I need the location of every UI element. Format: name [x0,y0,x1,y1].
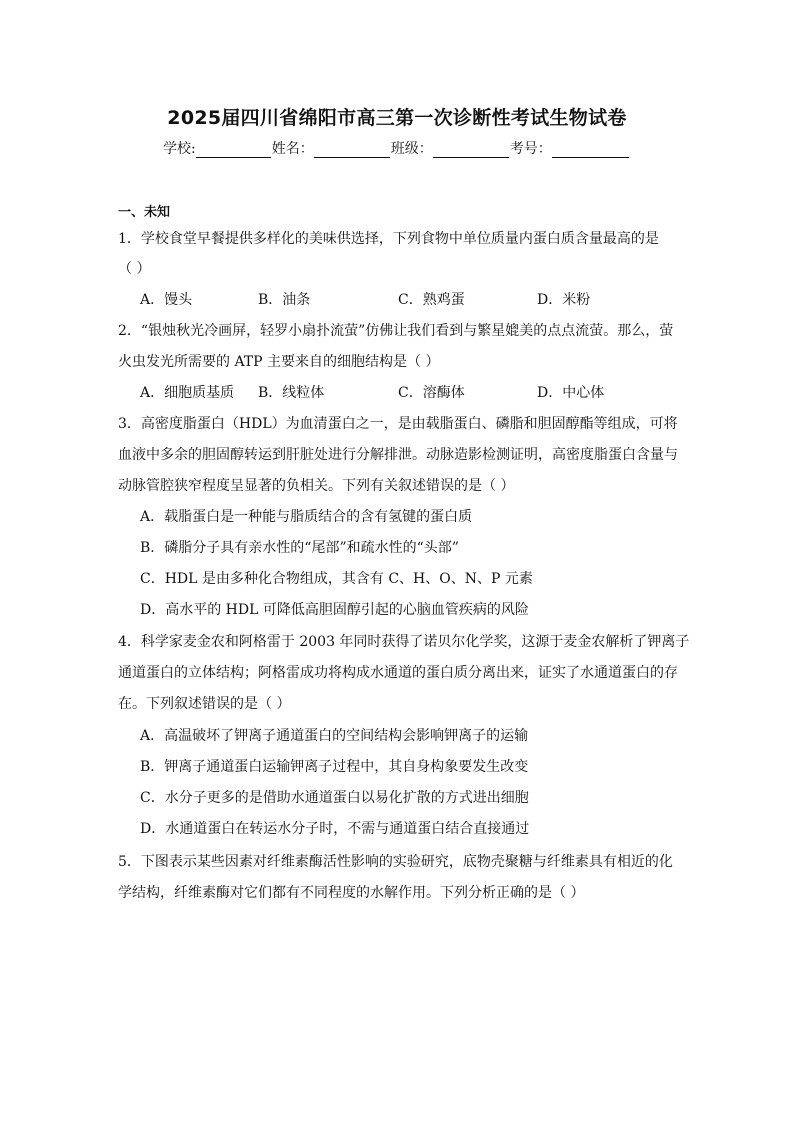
option-d[interactable]: D．高水平的 HDL 可降低高胆固醇引起的心脑血管疾病的风险 [140,602,529,618]
question-text-line: 1．学校食堂早餐提供多样化的美味供选择，下列食物中单位质量内蛋白质含量最高的是 [118,231,659,247]
class-label: 班级： [390,141,433,157]
option-a[interactable]: A．细胞质基质 [140,385,235,401]
option-a[interactable]: A．载脂蛋白是一种能与脂质结合的含有氢键的蛋白质 [140,509,473,525]
school-label: 学校: [163,141,196,157]
option-d[interactable]: D．中心体 [537,385,605,401]
option-b[interactable]: B．钾离子通道蛋白运输钾离子过程中，其自身构象要发生改变 [140,759,529,775]
question-text-line: 学结构，纤维素酶对它们都有不同程度的水解作用。下列分析正确的是（ ） [118,885,585,901]
question-text-line: （ ） [118,261,151,277]
option-a[interactable]: A．馒头 [140,292,193,308]
class-field[interactable] [433,143,509,158]
option-b[interactable]: B．油条 [258,292,311,308]
option-c[interactable]: C．溶酶体 [398,385,465,401]
exam-number-field[interactable] [552,143,629,158]
question-text-line: 2．“银烛秋光冷画屏，轻罗小扇扑流萤”仿佛让我们看到与繁星媲美的点点流萤。那么，萤 [118,323,674,339]
school-field[interactable] [196,143,271,158]
page-title: 2025届四川省绵阳市高三第一次诊断性考试生物试卷 [167,107,627,129]
question-text-line: 通道蛋白的立体结构；阿格雷成功将构成水通道的蛋白质分离出来，证实了水通道蛋白的存 [118,665,678,681]
option-c[interactable]: C．熟鸡蛋 [398,292,465,308]
option-c[interactable]: C．HDL 是由多种化合物组成，其含有 C、H、O、N、P 元素 [140,571,533,587]
option-d[interactable]: D．水通道蛋白在转运水分子时，不需与通道蛋白结合直接通过 [140,821,530,837]
question-text-line: 在。下列叙述错误的是（ ） [118,696,291,712]
question-text-line: 火虫发光所需要的 ATP 主要来自的细胞结构是（ ） [118,354,440,370]
student-info-row [163,138,630,158]
name-field[interactable] [314,143,390,158]
option-b[interactable]: B．磷脂分子具有亲水性的“尾部”和疏水性的“头部” [140,540,459,556]
question-text-line: 动脉管腔狭窄程度呈显著的负相关。下列有关叙述错误的是（ ） [118,478,515,494]
option-c[interactable]: C．水分子更多的是借助水通道蛋白以易化扩散的方式进出细胞 [140,790,529,806]
question-text-line: 4．科学家麦金农和阿格雷于 2003 年同时获得了诺贝尔化学奖，这源于麦金农解析了钾离子 [118,634,690,650]
exam-number-label: 考号： [509,141,552,157]
section-title: 一、未知 [118,205,171,220]
option-d[interactable]: D．米粉 [537,292,591,308]
option-a[interactable]: A．高温破坏了钾离子通道蛋白的空间结构会影响钾离子的运输 [140,728,529,744]
question-text-line: 5．下图表示某些因素对纤维素酶活性影响的实验研究，底物壳聚糖与纤维素具有相近的化 [118,854,673,870]
question-text-line: 血液中多余的胆固醇转运到肝脏处进行分解排泄。动脉造影检测证明，高密度脂蛋白含量与 [118,447,678,463]
name-label: 姓名： [271,141,314,157]
option-b[interactable]: B．线粒体 [258,385,325,401]
question-text-line: 3．高密度脂蛋白（HDL）为血清蛋白之一，是由载脂蛋白、磷脂和胆固醇酯等组成，可将 [118,416,678,432]
